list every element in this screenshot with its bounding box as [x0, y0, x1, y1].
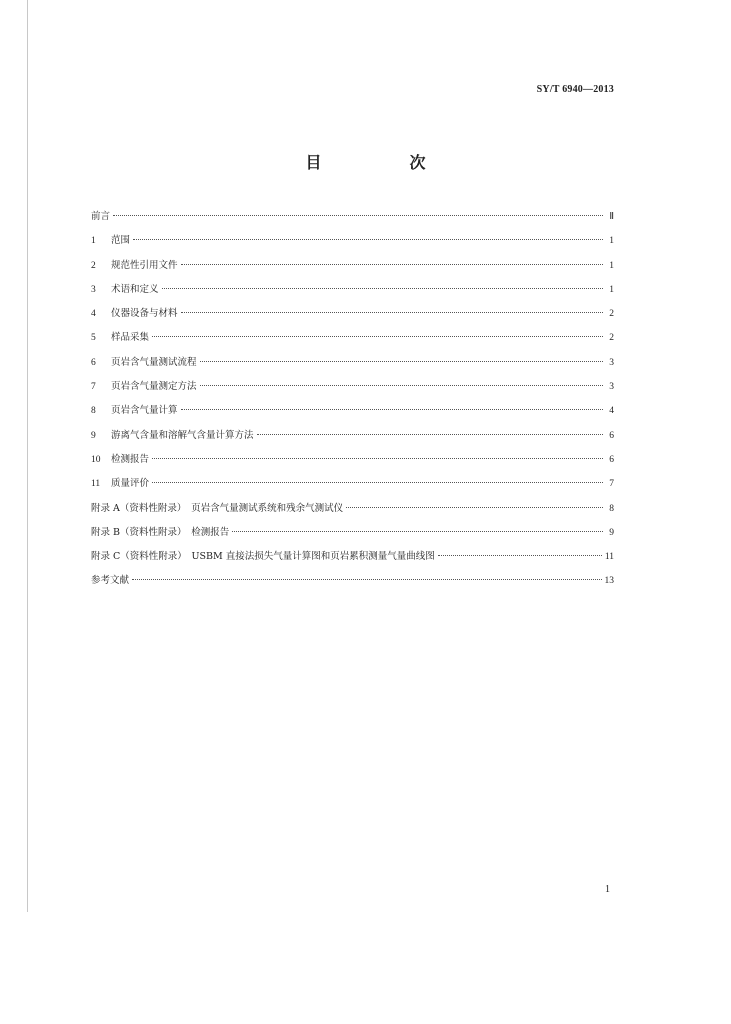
page-binding-edge: [27, 0, 28, 912]
toc-entry[interactable]: [91, 402, 614, 426]
dot-leader: [162, 288, 603, 289]
toc-entry-title: 规范性引用文件: [111, 259, 178, 271]
dot-leader: [200, 385, 603, 386]
dot-leader: [438, 555, 602, 556]
toc-entry-title: 样品采集: [111, 332, 150, 344]
toc-entry-number: 1: [91, 236, 96, 247]
toc-entry-number: 5: [91, 333, 96, 344]
toc-entry[interactable]: [91, 378, 614, 402]
toc-entry-page: 6: [609, 454, 614, 465]
toc-entry-title: 页岩含气量测定方法: [111, 381, 197, 393]
toc-entry-page: 3: [609, 357, 614, 368]
dot-leader: [133, 239, 603, 240]
toc-entry-page: 4: [609, 406, 614, 417]
toc-entry-title: 页岩含气量计算: [111, 405, 178, 417]
dot-leader: [132, 579, 601, 580]
toc-entry[interactable]: [91, 524, 614, 548]
dot-leader: [346, 507, 603, 508]
standard-number: SY/T 6940—2013: [536, 84, 614, 95]
toc-entry[interactable]: [91, 475, 614, 499]
toc-entry[interactable]: [91, 572, 614, 596]
toc-entry-title: 仪器设备与材料: [111, 308, 178, 320]
toc-entry-page: 8: [609, 503, 614, 514]
dot-leader: [257, 434, 603, 435]
toc-entry-number: 9: [91, 430, 96, 441]
toc-entry[interactable]: [91, 232, 614, 256]
toc-entry-number: 7: [91, 382, 96, 393]
toc-entry[interactable]: [91, 281, 614, 305]
toc-entry-title: 附录 B（资料性附录） 检测报告: [91, 526, 230, 538]
dot-leader: [152, 482, 603, 483]
dot-leader: [152, 336, 603, 337]
toc-title: 目 次: [305, 153, 462, 172]
toc-entry-title: 检测报告: [111, 453, 150, 465]
dot-leader: [181, 312, 603, 313]
toc-entry[interactable]: [91, 500, 614, 524]
toc-entry-number: 4: [91, 309, 96, 320]
toc-entry-page: 13: [604, 576, 614, 587]
dot-leader: [232, 531, 603, 532]
toc-entry[interactable]: [91, 257, 614, 281]
toc-entry-page: 7: [609, 479, 614, 490]
toc-entry-title: 附录 A（资料性附录） 页岩含气量测试系统和残余气测试仪: [91, 502, 344, 514]
toc-entry-number: 8: [91, 406, 96, 417]
toc-entry-title: 参考文献: [91, 575, 130, 587]
toc-entry[interactable]: [91, 208, 614, 232]
toc-entry-page: 6: [609, 430, 614, 441]
toc-entry-page: 1: [609, 260, 614, 271]
toc-entry-page: 1: [609, 236, 614, 247]
toc-entry-page: 2: [609, 333, 614, 344]
dot-leader: [200, 361, 603, 362]
page-number: 1: [605, 884, 610, 895]
table-of-contents: [91, 208, 614, 597]
dot-leader: [181, 409, 603, 410]
toc-entry-title: 术语和定义: [111, 283, 159, 295]
toc-entry-title: 页岩含气量测试流程: [111, 356, 197, 368]
toc-entry-page: 9: [609, 527, 614, 538]
toc-entry[interactable]: [91, 305, 614, 329]
toc-entry[interactable]: [91, 451, 614, 475]
toc-entry-page: 2: [609, 309, 614, 320]
toc-entry-page: 11: [604, 552, 614, 563]
toc-entry-page: Ⅱ: [609, 212, 614, 222]
toc-entry[interactable]: [91, 548, 614, 572]
toc-entry[interactable]: [91, 427, 614, 451]
toc-entry-page: 1: [609, 284, 614, 295]
toc-entry-number: 6: [91, 357, 96, 368]
toc-entry-title: 前言: [91, 211, 111, 222]
toc-entry-number: 11: [91, 479, 101, 490]
toc-entry-page: 3: [609, 382, 614, 393]
toc-entry-number: 3: [91, 284, 96, 295]
toc-entry-number: 2: [91, 260, 96, 271]
toc-entry-title: 范围: [111, 235, 131, 247]
toc-entry-title: 游离气含量和溶解气含量计算方法: [111, 429, 254, 441]
dot-leader: [113, 215, 603, 216]
toc-entry[interactable]: [91, 354, 614, 378]
toc-entry-title: 附录 C（资料性附录） USBM 直接法损失气量计算图和页岩累积测量气量曲线图: [91, 551, 435, 563]
toc-entry[interactable]: [91, 329, 614, 353]
toc-entry-title: 质量评价: [111, 478, 150, 490]
dot-leader: [152, 458, 603, 459]
dot-leader: [181, 264, 603, 265]
toc-entry-number: 10: [91, 454, 101, 465]
